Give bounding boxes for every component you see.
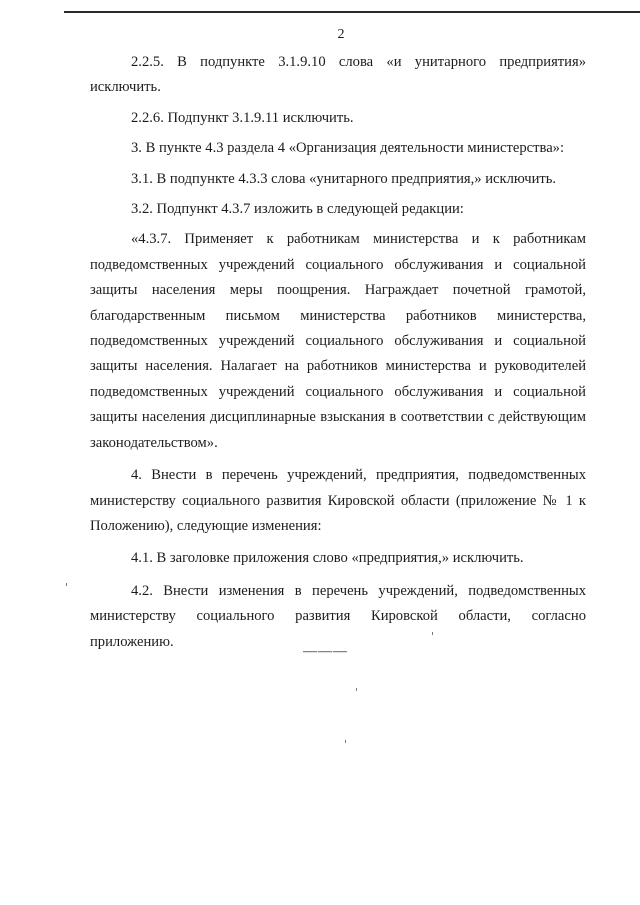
scan-speck xyxy=(345,740,346,743)
top-rule xyxy=(64,11,640,13)
document-body xyxy=(90,50,586,655)
page-number: 2 xyxy=(337,27,345,42)
scan-speck xyxy=(432,632,433,635)
scan-speck xyxy=(356,688,357,691)
scan-speck xyxy=(66,583,67,586)
paragraph-2-2-5: 2.2.5. В подпункте 3.1.9.10 слова «и унитарного предприятия» исключить. xyxy=(90,54,586,96)
paragraph-4-2: 4.2. Внести изменения в перечень учреждений, подведомственных министерству социального развития Кировской области, согласно приложению. xyxy=(90,582,586,650)
paragraph-4-1: 4.1. В заголовке приложения слово «предприятия,» исключить. xyxy=(131,550,524,567)
paragraph-4-3-7-quote: «4.3.7. Применяет к работникам министерства и к работникам подведомственных учреждений социального обслуживания и социальной защиты населения меры поощрения. Награждает почетной грамотой, благодарственным письмом министерства работников министерства, подведомственных учреждений социального обслуживания и социальной защиты населения. Налагает на работников министерства и руководителей подведомственных учреждений социального обслуживания и социальной защиты населения дисциплинарные взыскания в соответствии с действующим законодательством». xyxy=(90,231,586,451)
closing-dash: ——— xyxy=(303,644,348,659)
paragraph-4: 4. Внести в перечень учреждений, предприятия, подведомственных министерству социального развития Кировской области (приложение № 1 к Положению), следующие изменения: xyxy=(90,467,586,534)
paragraph-3: 3. В пункте 4.3 раздела 4 «Организация деятельности министерства»: xyxy=(131,140,565,157)
paragraph-2-2-6: 2.2.6. Подпункт 3.1.9.11 исключить. xyxy=(131,109,354,126)
paragraph-3-1: 3.1. В подпункте 4.3.3 слова «унитарного предприятия,» исключить. xyxy=(131,170,557,187)
paragraph-3-2: 3.2. Подпункт 4.3.7 изложить в следующей редакции: xyxy=(131,201,464,218)
